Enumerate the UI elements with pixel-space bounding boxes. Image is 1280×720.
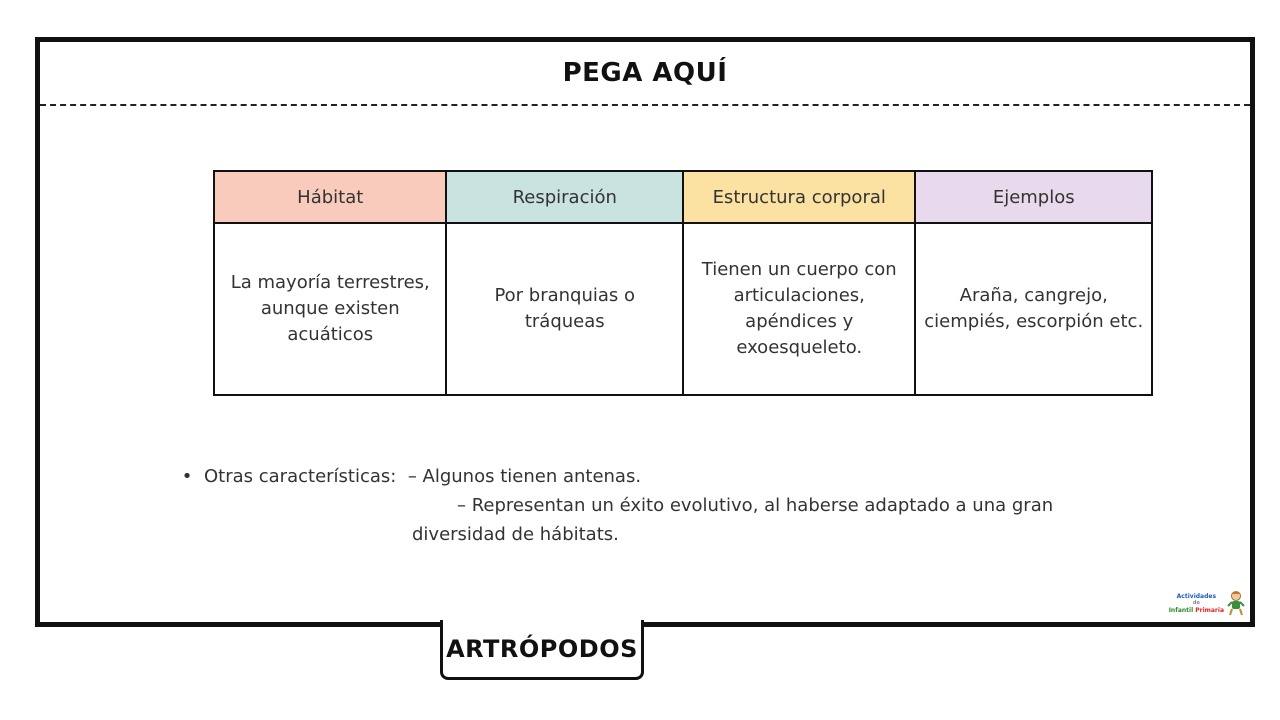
characteristics-table — [213, 170, 1153, 396]
cell-estructura-corporal: Tienen un cuerpo con articulaciones, apéndices y exoesqueleto. — [683, 223, 915, 395]
other-characteristics-line-1 — [170, 462, 1170, 491]
cell-habitat: La mayoría terrestres, aunque existen acuáticos — [214, 223, 446, 395]
header-estructura-corporal: Estructura corporal — [683, 171, 915, 223]
kid-mascot-icon — [1226, 590, 1246, 616]
paste-here-title: PEGA AQUÍ — [562, 58, 728, 88]
paste-frame — [35, 37, 1255, 627]
topic-title: ARTRÓPODOS — [446, 634, 638, 663]
characteristic-item-2-continued: diversidad de hábitats. — [412, 524, 619, 545]
header-respiracion: Respiración — [446, 171, 683, 223]
table-row — [214, 223, 1152, 395]
cell-ejemplos: Araña, cangrejo, ciempiés, escorpión etc. — [915, 223, 1152, 395]
characteristic-item-1: – Algunos tienen antenas. — [407, 466, 642, 487]
bullet: • — [181, 466, 193, 487]
header-habitat: Hábitat — [214, 171, 446, 223]
title-tab — [440, 620, 644, 680]
other-characteristics — [170, 462, 1170, 549]
characteristic-item-2: – Representan un éxito evolutivo, al haberse adaptado a una gran — [457, 495, 1054, 516]
other-characteristics-label: Otras características: — [204, 466, 397, 487]
logo-text: Actividades de Infantil Primaria — [1168, 592, 1224, 614]
cell-respiracion: Por branquias o tráqueas — [446, 223, 683, 395]
table-header-row — [214, 171, 1152, 223]
brand-logo — [1146, 588, 1246, 618]
frame-header — [40, 42, 1250, 106]
header-ejemplos: Ejemplos — [915, 171, 1152, 223]
